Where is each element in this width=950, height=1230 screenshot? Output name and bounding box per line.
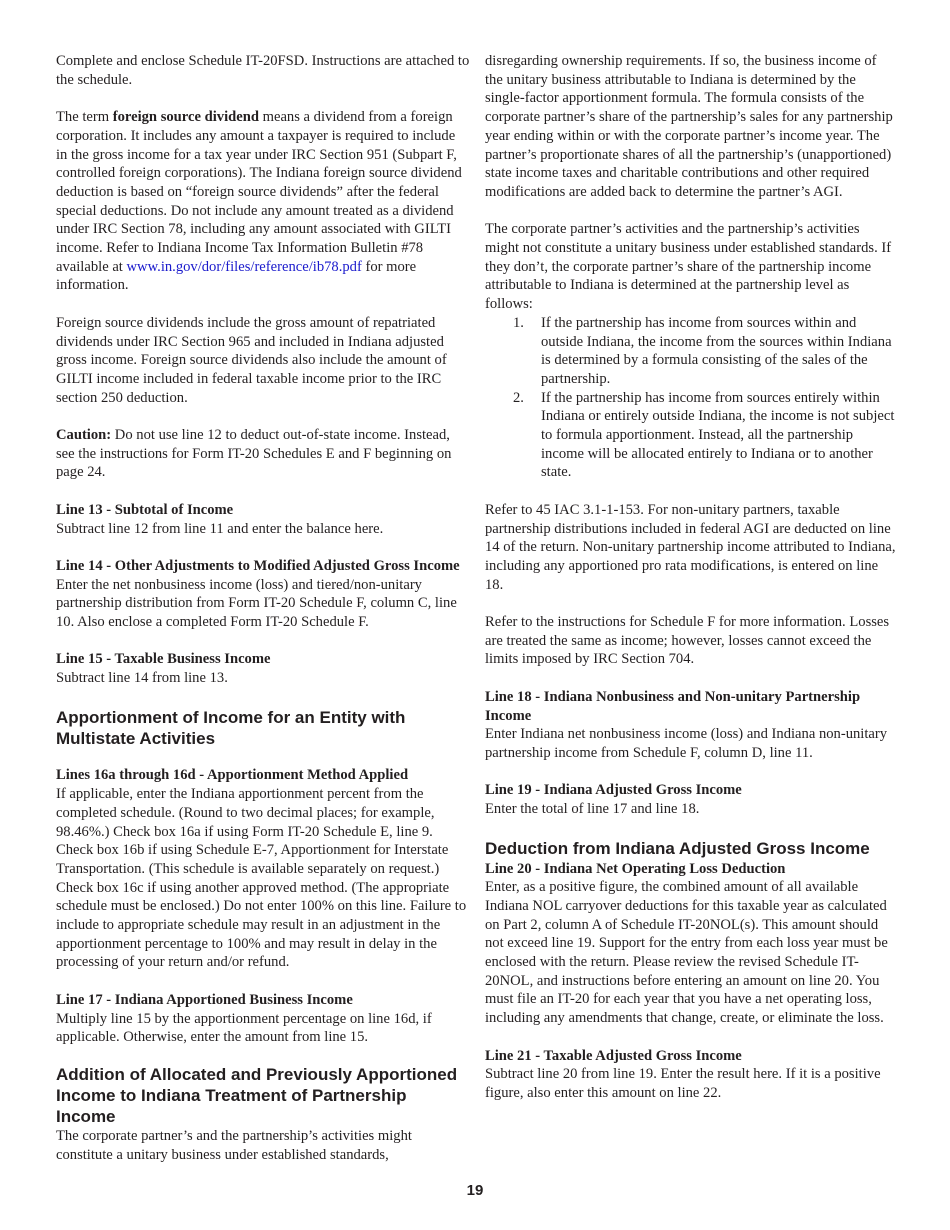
not-unitary-paragraph: The corporate partner’s activities and the partnership’s activities might not constitute a unitary business under established standards. If they don’t, the corporate partner’s share of the partnership income attributable to Indiana is determined at the partnership level as follows: [485,221,892,313]
section-apportionment-heading: Apportionment of Income for an Entity with Multistate Activities [56,707,406,748]
line20-text: Enter, as a positive figure, the combined amount of all available Indiana NOL carryover deductions for this taxable year as calculated on Part 2, column A of Schedule IT-20NOL(s). This amount should not exceed line 19. Support for the entry from each loss year must be enclosed with the return. Please review the revised Schedule IT-20NOL, and instructions before entering an amount on line 20. You must file an IT-20 for each year that you have a net operating loss, including any amendments that change, create, or eliminate the loss. [485,879,888,1027]
left-column [56,52,470,1165]
list-item-text: If the partnership has income from sources entirely within Indiana or entirely outside Indiana, the income is not subject to formula apportionment. Instead, all the partnership income will be allocated entirely to Indiana or to another state. [541,389,895,481]
line16-text: If applicable, enter the Indiana apportionment percent from the completed schedule. (Round to two decimal places; for example, 98.46%.) Check box 16a if using Form IT-20 Schedule E, line 9. Check box 16b if using Schedule E-7, Apportionment for Interstate Transportation. (This schedule is available separately on request.) Check box 16c if using another approved method. (The appropriate schedule must be enclosed.) Do not enter 100% on this line. Failure to include to appropriate schedule may result in an adjustment in the apportionment percentage to 100% and may result in delay in the processing of your return and/or refund. [56,786,467,971]
repatriated-dividends-paragraph: Foreign source dividends include the gross amount of repatriated dividends under IRC Section 965 and included in Indiana adjusted gross income. Foreign source dividends also include the amount of GILTI income included in federal taxable income prior to the IRC section 250 deduction. [56,314,447,406]
term-foreign-source-dividend: foreign source dividend [112,109,259,126]
line17-heading: Line 17 - Indiana Apportioned Business Income [56,991,353,1008]
partnership-income-list [485,314,897,482]
line14-heading: Line 14 - Other Adjustments to Modified Adjusted Gross Income [56,557,460,574]
section-deduction-heading: Deduction from Indiana Adjusted Gross Income [485,838,870,858]
caution-label: Caution: [56,427,112,444]
list-item-number: 1. [513,314,524,331]
right-column [485,52,897,1103]
list-item-number: 2. [513,389,524,406]
caution-paragraph: Caution: Do not use line 12 to deduct out-of-state income. Instead, see the instructions for Form IT-20 Schedules E and F beginning on page 24. [56,427,452,481]
line14-text: Enter the net nonbusiness income (loss) and tiered/non-unitary partnership distribution from Form IT-20 Schedule F, column C, line 10. Also enclose a completed Form IT-20 Schedule F. [56,576,457,631]
line21-text: Subtract line 20 from line 19. Enter the result here. If it is a positive figure, also enter this amount on line 22. [485,1066,881,1101]
list-item-text: If the partnership has income from sources within and outside Indiana, the income from the sources within Indiana is determined by a formula consisting of the sales of the partnership. [541,314,892,387]
line18-heading: Line 18 - Indiana Nonbusiness and Non-unitary Partnership Income [485,688,861,724]
line19-heading: Line 19 - Indiana Adjusted Gross Income [485,782,742,799]
disregarding-paragraph: disregarding ownership requirements. If so, the business income of the unitary business attributable to Indiana is determined by the single-factor apportionment formula. The formula consists of the corporate partner’s share of the partnership’s sales for any partnership year ending within or with the corporate partner’s income year. The partner’s proportionate shares of all the partnership’s (unapportioned) state income taxes and charitable contributions and other required modifications are added back to determine the partner’s AGI. [485,53,893,200]
refer-45-iac-paragraph: Refer to 45 IAC 3.1-1-153. For non-unitary partners, taxable partnership distributions included in federal AGI are deducted on line 14 of the return. Non-unitary partnership income attributed to Indiana, including any apportioned pro rata modifications, is entered on line 18. [485,501,896,593]
list-item [485,314,897,389]
line17-text: Multiply line 15 by the apportionment percentage on line 16d, if applicable. Otherwise, enter the amount from line 15. [56,1010,432,1046]
line15-heading: Line 15 - Taxable Business Income [56,651,271,668]
line13-heading: Line 13 - Subtotal of Income [56,501,234,518]
line18-text: Enter Indiana net nonbusiness income (loss) and Indiana non-unitary partnership income from Schedule F, column D, line 11. [485,726,888,761]
page-number: 19 [466,1182,484,1199]
foreign-source-dividend-definition: The term foreign source dividend means a dividend from a foreign corporation. It includes any amount a taxpayer is required to include in the gross income for a tax year under IRC Section 951 (Subpart F, controlled foreign corporations). The Indiana foreign source dividend deduction is based on “foreign source dividends” after the federal special deductions. Do not include any amount treated as a dividend under IRC Section 78, including any amount associated with GILTI income. Refer to Indiana Income Tax Information Bulletin #78 available at www.in.gov/dor/files/reference/ib78.pdf for more information. [56,109,462,294]
line13-text: Subtract line 12 from line 11 and enter the balance here. [56,520,384,537]
ib78-link[interactable]: www.in.gov/dor/files/reference/ib78.pdf [126,258,362,275]
fsd-paragraph: Complete and enclose Schedule IT-20FSD. Instructions are attached to the schedule. [56,53,470,88]
unitary-paragraph: The corporate partner’s and the partnership’s activities might constitute a unitary business under established standards, [56,1128,412,1164]
list-item [485,389,897,483]
section-addition-heading: Addition of Allocated and Previously Apportioned Income to Indiana Treatment of Partnership Income [56,1064,458,1126]
line21-heading: Line 21 - Taxable Adjusted Gross Income [485,1047,742,1064]
line19-text: Enter the total of line 17 and line 18. [485,801,700,818]
line16-heading: Lines 16a through 16d - Apportionment Method Applied [56,767,409,784]
line15-text: Subtract line 14 from line 13. [56,670,228,687]
refer-schedule-f-paragraph: Refer to the instructions for Schedule F for more information. Losses are treated the same as income; however, losses cannot exceed the limits imposed by IRC Section 704. [485,614,890,668]
line20-heading: Line 20 - Indiana Net Operating Loss Deduction [485,860,786,877]
